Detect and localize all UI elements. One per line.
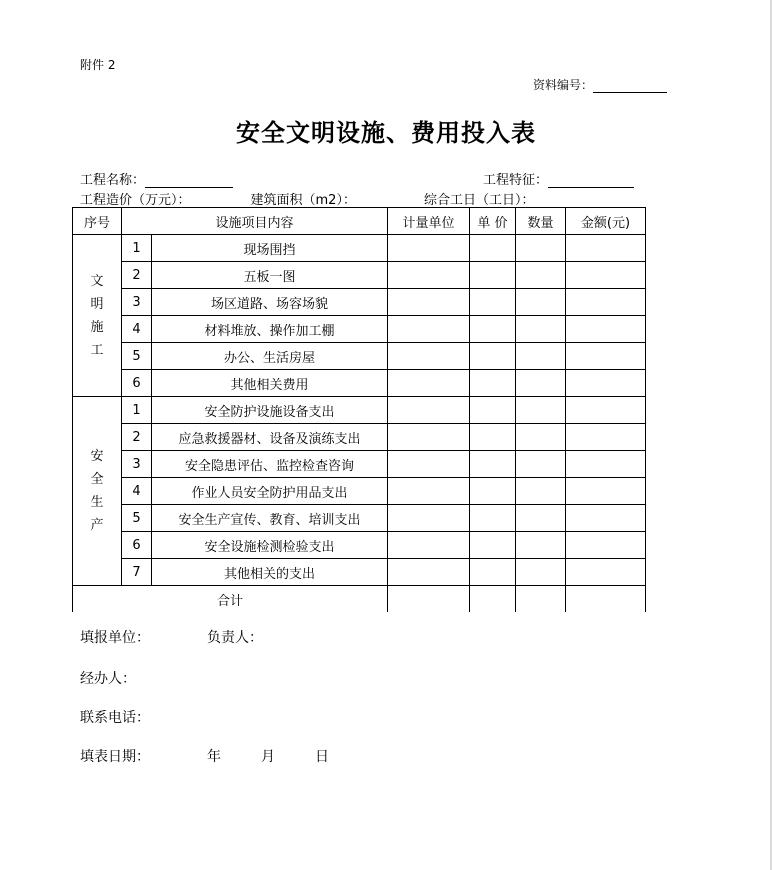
total-unit-cell[interactable] bbox=[388, 586, 470, 613]
group-name: 文 明 施 工 bbox=[90, 273, 104, 358]
item-no: 2 bbox=[122, 262, 152, 289]
price-cell[interactable] bbox=[470, 424, 516, 451]
price-cell[interactable] bbox=[470, 505, 516, 532]
item-no: 1 bbox=[122, 235, 152, 262]
footer-handler: 经办人： bbox=[80, 671, 136, 687]
table-row bbox=[73, 343, 646, 370]
amount-cell[interactable] bbox=[566, 532, 646, 559]
qty-cell[interactable] bbox=[516, 424, 566, 451]
project-name-blank[interactable] bbox=[145, 174, 233, 188]
workday-blank[interactable] bbox=[534, 194, 620, 208]
amount-cell[interactable] bbox=[566, 343, 646, 370]
item-no: 6 bbox=[122, 370, 152, 397]
qty-cell[interactable] bbox=[516, 235, 566, 262]
footer-phone: 联系电话： bbox=[80, 710, 150, 726]
footer-date: 填表日期： bbox=[80, 749, 150, 765]
qty-cell[interactable] bbox=[516, 505, 566, 532]
project-feature-blank[interactable] bbox=[548, 174, 634, 188]
table-row bbox=[73, 532, 646, 559]
table-row bbox=[73, 316, 646, 343]
cost-blank[interactable] bbox=[191, 194, 251, 208]
qty-cell[interactable] bbox=[516, 451, 566, 478]
item-content: 五板一图 bbox=[152, 262, 388, 289]
item-content: 其他相关费用 bbox=[152, 370, 388, 397]
qty-cell[interactable] bbox=[516, 370, 566, 397]
area-label: 建筑面积（m2）： bbox=[250, 193, 356, 208]
doc-number-label: 资料编号： bbox=[533, 78, 594, 92]
cost-table bbox=[72, 207, 646, 612]
amount-cell[interactable] bbox=[566, 289, 646, 316]
unit-cell[interactable] bbox=[388, 451, 470, 478]
price-cell[interactable] bbox=[470, 235, 516, 262]
amount-cell[interactable] bbox=[566, 262, 646, 289]
header-no: 序号 bbox=[73, 208, 122, 235]
unit-cell[interactable] bbox=[388, 559, 470, 586]
qty-cell[interactable] bbox=[516, 397, 566, 424]
header-unit: 计量单位 bbox=[388, 208, 470, 235]
table-row bbox=[73, 559, 646, 586]
unit-cell[interactable] bbox=[388, 478, 470, 505]
doc-number-blank[interactable] bbox=[593, 80, 667, 93]
total-amount-cell[interactable] bbox=[566, 586, 646, 613]
group-civilized bbox=[73, 235, 122, 397]
item-content: 其他相关的支出 bbox=[152, 559, 388, 586]
item-content: 场区道路、场容场貌 bbox=[152, 289, 388, 316]
amount-cell[interactable] bbox=[566, 397, 646, 424]
table-row bbox=[73, 397, 646, 424]
footer-month: 月 bbox=[261, 749, 275, 765]
unit-cell[interactable] bbox=[388, 289, 470, 316]
footer-day: 日 bbox=[315, 749, 329, 765]
header-price: 单 价 bbox=[470, 208, 516, 235]
amount-cell[interactable] bbox=[566, 235, 646, 262]
price-cell[interactable] bbox=[470, 478, 516, 505]
price-cell[interactable] bbox=[470, 559, 516, 586]
price-cell[interactable] bbox=[470, 316, 516, 343]
unit-cell[interactable] bbox=[388, 397, 470, 424]
table-row bbox=[73, 235, 646, 262]
footer-leader: 负责人： bbox=[207, 630, 263, 646]
amount-cell[interactable] bbox=[566, 559, 646, 586]
qty-cell[interactable] bbox=[516, 262, 566, 289]
doc-number bbox=[533, 76, 667, 93]
qty-cell[interactable] bbox=[516, 343, 566, 370]
total-row bbox=[73, 586, 646, 613]
amount-cell[interactable] bbox=[566, 316, 646, 343]
table-row bbox=[73, 289, 646, 316]
amount-cell[interactable] bbox=[566, 505, 646, 532]
cost-label: 工程造价（万元）： bbox=[80, 193, 191, 208]
item-content: 材料堆放、操作加工棚 bbox=[152, 316, 388, 343]
table-row bbox=[73, 424, 646, 451]
item-no: 4 bbox=[122, 478, 152, 505]
item-content: 安全防护设施设备支出 bbox=[152, 397, 388, 424]
header-amount: 金额(元) bbox=[566, 208, 646, 235]
item-no: 4 bbox=[122, 316, 152, 343]
attachment-label: 附件 2 bbox=[80, 58, 116, 72]
amount-cell[interactable] bbox=[566, 451, 646, 478]
table-row bbox=[73, 478, 646, 505]
unit-cell[interactable] bbox=[388, 505, 470, 532]
item-no: 1 bbox=[122, 397, 152, 424]
qty-cell[interactable] bbox=[516, 559, 566, 586]
price-cell[interactable] bbox=[470, 397, 516, 424]
amount-cell[interactable] bbox=[566, 478, 646, 505]
group-safety bbox=[73, 397, 122, 586]
qty-cell[interactable] bbox=[516, 478, 566, 505]
table-row bbox=[73, 262, 646, 289]
item-no: 2 bbox=[122, 424, 152, 451]
unit-cell[interactable] bbox=[388, 343, 470, 370]
qty-cell[interactable] bbox=[516, 532, 566, 559]
cost-row bbox=[80, 189, 620, 208]
page-title: 安全文明设施、费用投入表 bbox=[236, 118, 536, 147]
project-name-row bbox=[80, 169, 233, 188]
unit-cell[interactable] bbox=[388, 532, 470, 559]
project-name-label: 工程名称： bbox=[80, 173, 146, 188]
item-no: 7 bbox=[122, 559, 152, 586]
amount-cell[interactable] bbox=[566, 424, 646, 451]
price-cell[interactable] bbox=[470, 451, 516, 478]
header-qty: 数量 bbox=[516, 208, 566, 235]
unit-cell[interactable] bbox=[388, 370, 470, 397]
item-no: 3 bbox=[122, 289, 152, 316]
table-row bbox=[73, 451, 646, 478]
qty-cell[interactable] bbox=[516, 289, 566, 316]
unit-cell[interactable] bbox=[388, 262, 470, 289]
unit-cell[interactable] bbox=[388, 235, 470, 262]
item-content: 安全隐患评估、监控检查咨询 bbox=[152, 451, 388, 478]
price-cell[interactable] bbox=[470, 370, 516, 397]
item-no: 5 bbox=[122, 343, 152, 370]
total-label: 合计 bbox=[73, 586, 388, 613]
unit-cell[interactable] bbox=[388, 424, 470, 451]
footer-unit: 填报单位： bbox=[80, 630, 150, 646]
price-cell[interactable] bbox=[470, 343, 516, 370]
project-feature-label: 工程特征： bbox=[483, 173, 549, 188]
item-content: 安全设施检测检验支出 bbox=[152, 532, 388, 559]
item-content: 现场围挡 bbox=[152, 235, 388, 262]
unit-cell[interactable] bbox=[388, 316, 470, 343]
item-no: 3 bbox=[122, 451, 152, 478]
total-qty-cell[interactable] bbox=[516, 586, 566, 613]
item-no: 5 bbox=[122, 505, 152, 532]
item-no: 6 bbox=[122, 532, 152, 559]
table-header-row bbox=[73, 208, 646, 235]
item-content: 应急救援器材、设备及演练支出 bbox=[152, 424, 388, 451]
price-cell[interactable] bbox=[470, 289, 516, 316]
amount-cell[interactable] bbox=[566, 370, 646, 397]
price-cell[interactable] bbox=[470, 532, 516, 559]
item-content: 作业人员安全防护用品支出 bbox=[152, 478, 388, 505]
project-feature-row bbox=[483, 169, 634, 188]
group-name: 安 全 生 产 bbox=[90, 449, 104, 533]
header-content: 设施项目内容 bbox=[122, 208, 388, 235]
price-cell[interactable] bbox=[470, 262, 516, 289]
workday-label: 综合工日（工日）： bbox=[423, 193, 535, 208]
total-price-cell[interactable] bbox=[470, 586, 516, 613]
table-row bbox=[73, 505, 646, 532]
table-row bbox=[73, 370, 646, 397]
qty-cell[interactable] bbox=[516, 316, 566, 343]
item-content: 办公、生活房屋 bbox=[152, 343, 388, 370]
footer-year: 年 bbox=[207, 749, 221, 765]
item-content: 安全生产宣传、教育、培训支出 bbox=[152, 505, 388, 532]
area-blank[interactable] bbox=[356, 194, 424, 208]
